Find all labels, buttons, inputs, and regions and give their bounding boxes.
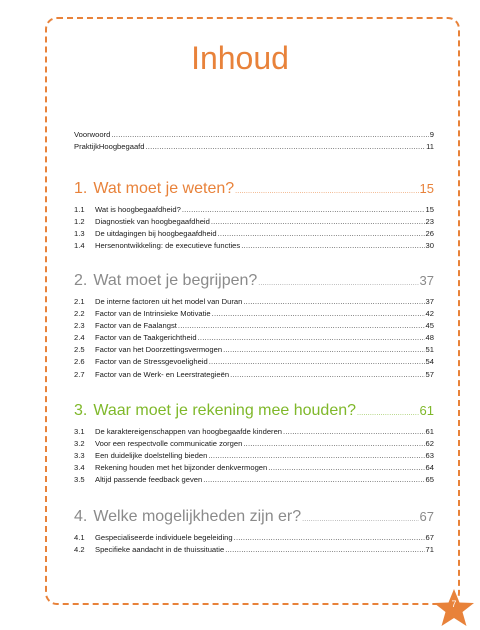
chapter-title: Wat moet je begrijpen? <box>93 272 258 289</box>
section-label: Specifieke aandacht in de thuissituatie <box>95 545 225 555</box>
section-label: Factor van het Doorzettingsvermogen <box>95 345 223 355</box>
section-page: 37 <box>425 297 434 306</box>
dot-leader <box>182 204 425 216</box>
chapter-page: 67 <box>419 509 434 524</box>
section-label: Factor van de Faalangst <box>95 321 177 331</box>
dot-leader <box>198 332 425 344</box>
toc-entry[interactable] <box>74 204 434 216</box>
section-number: 2.4 <box>74 333 85 343</box>
section-label: De uitdagingen bij hoogbegaafdheid <box>95 229 217 239</box>
dot-leader <box>234 532 425 544</box>
section-label: Hersenontwikkeling: de executieve functies <box>95 241 241 251</box>
section-label: De interne factoren uit het model van Duran <box>95 297 243 306</box>
chapter-number: 4. <box>74 508 88 525</box>
dot-leader <box>230 369 424 381</box>
section-page: 64 <box>425 463 434 473</box>
toc-entry[interactable] <box>74 356 434 368</box>
toc-entry[interactable] <box>74 474 434 486</box>
toc-entry[interactable] <box>74 240 434 252</box>
section-label: Factor van de Intrinsieke Motivatie <box>95 309 211 319</box>
dot-leader <box>178 320 425 332</box>
section-page: 67 <box>425 533 434 542</box>
toc-entry[interactable] <box>74 216 434 228</box>
section-page: 45 <box>425 321 434 331</box>
section-page: 62 <box>425 439 434 449</box>
dot-leader <box>283 426 425 438</box>
section-label: Gespecialiseerde individuele begeleiding <box>95 533 233 542</box>
section-label: Factor van de Werk- en Leerstrategieën <box>95 369 230 379</box>
section-page: 42 <box>425 309 434 319</box>
front-matter <box>74 129 434 153</box>
section-number: 1.3 <box>74 229 85 239</box>
chapter-heading[interactable] <box>74 178 434 203</box>
section-number: 2.2 <box>74 309 85 319</box>
section-page: 51 <box>425 345 434 355</box>
toc-entry-page: 11 <box>426 142 434 152</box>
section-number: 3.5 <box>74 475 85 485</box>
section-number: 4.1 <box>74 533 85 542</box>
chapter-heading[interactable] <box>74 270 434 295</box>
section-label: Wat is hoogbegaafdheid? <box>95 205 181 214</box>
dot-leader <box>243 438 424 450</box>
toc-entry-page: 9 <box>429 130 434 139</box>
section-number: 3.1 <box>74 427 85 436</box>
dot-leader <box>203 474 424 486</box>
section-label: Factor van de Taakgerichtheid <box>95 333 197 343</box>
page-title: Inhoud <box>191 40 289 76</box>
section-page: 71 <box>425 545 434 555</box>
toc-entry[interactable] <box>74 369 434 381</box>
dot-leader <box>235 181 418 203</box>
dot-leader <box>258 273 418 295</box>
section-number: 2.7 <box>74 369 85 379</box>
toc-entry[interactable] <box>74 228 434 240</box>
toc-entry[interactable] <box>74 426 434 438</box>
section-label: Voor een respectvolle communicatie zorgen <box>95 439 243 449</box>
toc-entry[interactable] <box>74 438 434 450</box>
toc-entry[interactable] <box>74 320 434 332</box>
section-number: 1.1 <box>74 205 85 214</box>
section-label: Factor van de Stressgevoeligheid <box>95 357 208 367</box>
chapter-number: 3. <box>74 402 88 419</box>
toc-entry[interactable] <box>74 308 434 320</box>
dot-leader <box>223 344 424 356</box>
section-label: Diagnostiek van hoogbegaafdheid <box>95 217 210 227</box>
section-page: 48 <box>425 333 434 343</box>
toc-entry[interactable] <box>74 544 434 556</box>
dot-leader <box>146 141 426 153</box>
dot-leader <box>243 296 424 308</box>
chapter-3 <box>74 400 434 486</box>
section-page: 65 <box>425 475 434 485</box>
dot-leader <box>268 462 424 474</box>
toc-entry-praktijkhoogbegaafd[interactable] <box>74 141 434 153</box>
section-label: Altijd passende feedback geven <box>95 475 203 485</box>
section-page: 30 <box>425 241 434 251</box>
chapter-page: 61 <box>419 403 434 418</box>
section-number: 3.2 <box>74 439 85 449</box>
dot-leader <box>241 240 424 252</box>
section-page: 23 <box>425 217 434 227</box>
toc-entry-label: Voorwoord <box>74 130 111 139</box>
section-page: 63 <box>425 451 434 461</box>
section-label: Rekening houden met het bijzonder denkvermogen <box>95 463 268 473</box>
chapter-heading[interactable] <box>74 400 434 425</box>
toc-entry[interactable] <box>74 462 434 474</box>
section-number: 1.4 <box>74 241 85 251</box>
section-number: 2.6 <box>74 357 85 367</box>
chapter-number: 1. <box>74 180 88 197</box>
chapter-4 <box>74 506 434 556</box>
chapter-title: Welke mogelijkheden zijn er? <box>93 508 302 525</box>
section-number: 1.2 <box>74 217 85 227</box>
chapter-heading[interactable] <box>74 506 434 531</box>
toc-entry[interactable] <box>74 332 434 344</box>
dot-leader <box>302 509 418 531</box>
section-number: 2.5 <box>74 345 85 355</box>
chapter-2 <box>74 270 434 381</box>
dot-leader <box>357 403 419 425</box>
page-number: 7 <box>451 599 457 609</box>
section-page: 54 <box>425 357 434 367</box>
section-number: 3.3 <box>74 451 85 461</box>
chapter-page: 15 <box>419 181 434 196</box>
section-number: 4.2 <box>74 545 85 555</box>
section-page: 61 <box>425 427 434 436</box>
section-number: 2.1 <box>74 297 85 306</box>
chapter-1 <box>74 178 434 252</box>
dot-leader <box>225 544 424 556</box>
section-page: 26 <box>425 229 434 239</box>
dot-leader <box>218 228 425 240</box>
section-number: 2.3 <box>74 321 85 331</box>
dot-leader <box>212 308 425 320</box>
toc-entry[interactable] <box>74 450 434 462</box>
section-page: 15 <box>425 205 434 214</box>
toc-entry-label: PraktijkHoogbegaafd <box>74 142 145 152</box>
dot-leader <box>209 356 425 368</box>
toc-entry-voorwoord[interactable] <box>74 129 434 141</box>
section-label: Een duidelijke doelstelling bieden <box>95 451 208 461</box>
toc-entry[interactable] <box>74 344 434 356</box>
chapter-number: 2. <box>74 272 88 289</box>
section-page: 57 <box>425 369 434 379</box>
dot-leader <box>111 129 428 141</box>
section-label: De karaktereigenschappen van hoogbegaafde kinderen <box>95 427 283 436</box>
section-number: 3.4 <box>74 463 85 473</box>
dot-leader <box>208 450 424 462</box>
toc-entry[interactable] <box>74 532 434 544</box>
toc-entry[interactable] <box>74 296 434 308</box>
chapter-page: 37 <box>419 273 434 288</box>
chapter-title: Wat moet je weten? <box>93 180 235 197</box>
chapter-title: Waar moet je rekening mee houden? <box>93 402 357 419</box>
dot-leader <box>211 216 425 228</box>
